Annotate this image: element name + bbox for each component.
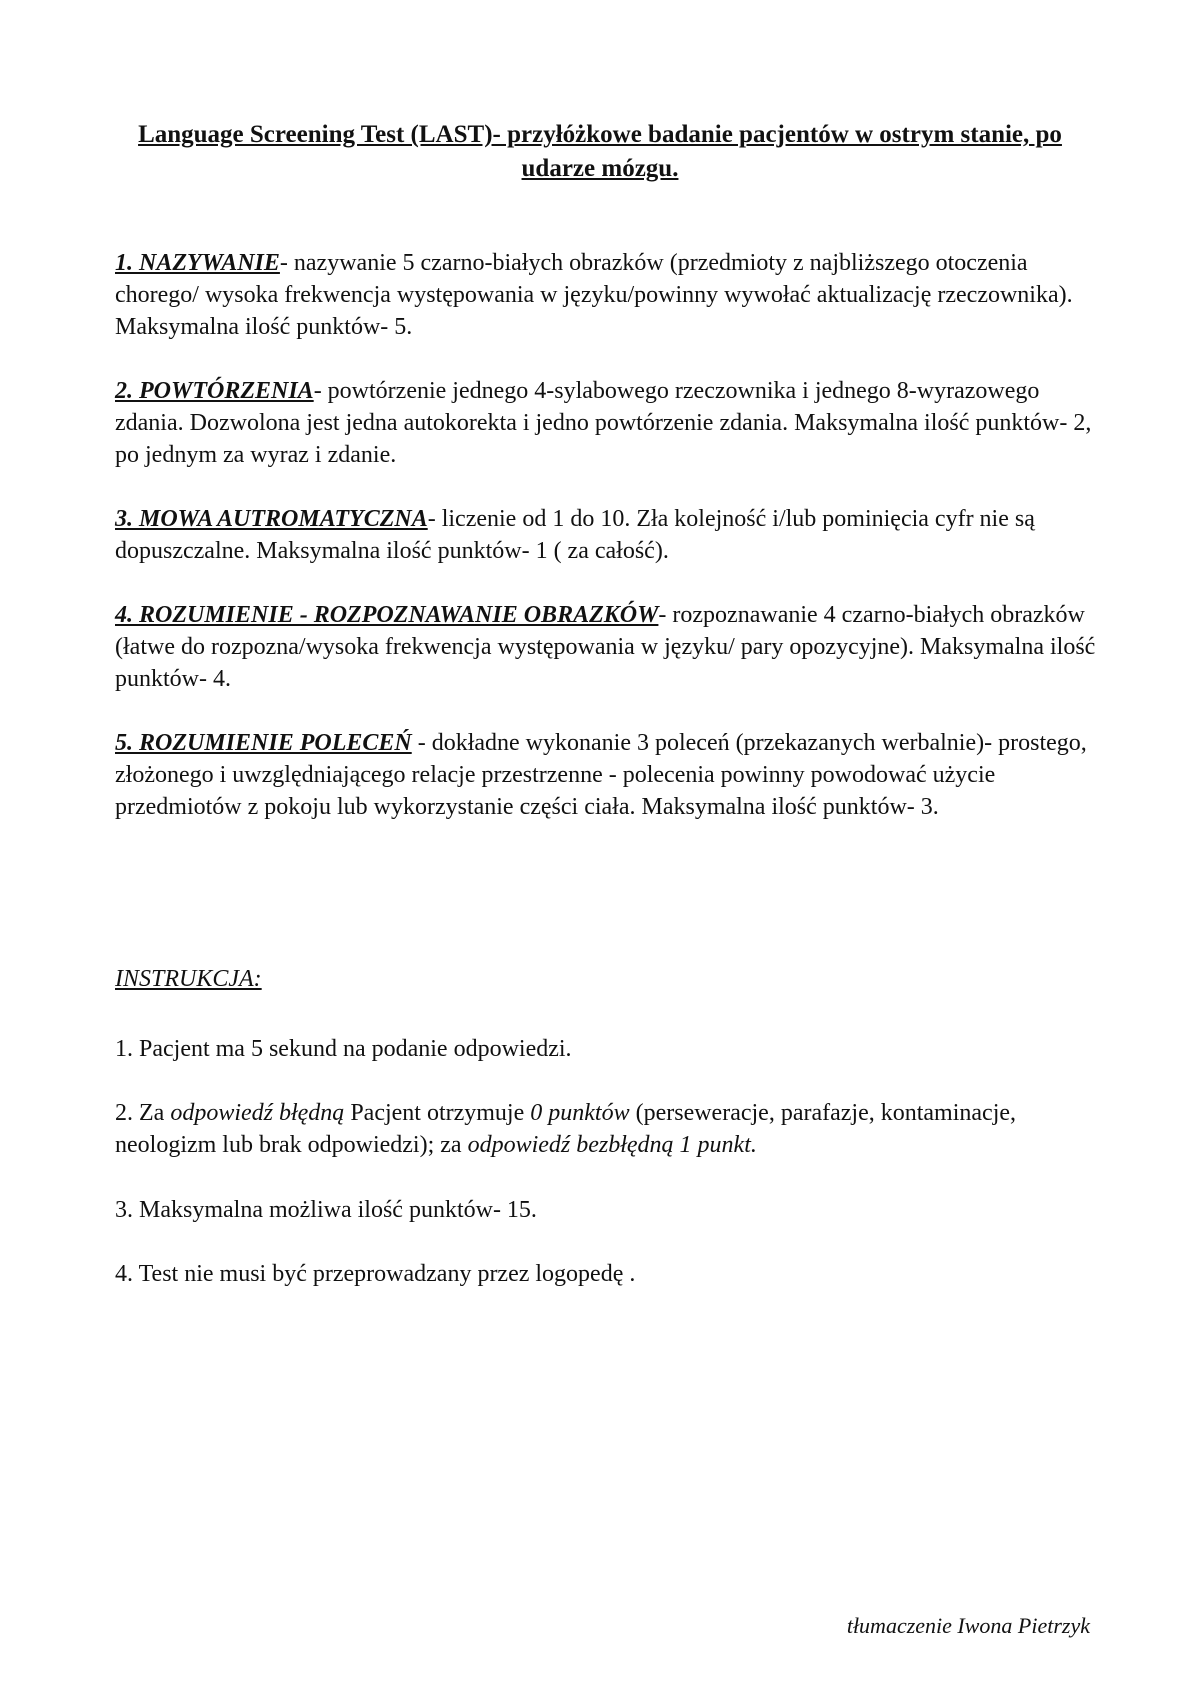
section-text: - powtórzenie jednego 4-sylabowego rzeczownika i jednego 8-wyrazowego zdania. Dozwolona jest jedna autokorekta i jedno powtórzenie zdania. Maksymalna ilość punktów- 2, po jednym za wyraz i zdanie. <box>115 378 1092 468</box>
instruction-item-2 <box>115 1097 1105 1161</box>
instructions-title: INSTRUKCJA: <box>115 966 262 992</box>
instruction-emphasis: 0 punktów <box>530 1100 630 1126</box>
instruction-emphasis: odpowiedź bezbłędną 1 punkt <box>467 1132 751 1158</box>
section-text: - liczenie od 1 do 10. Zła kolejność i/lub pominięcia cyfr nie są dopuszczalne. Maksymalna ilość punktów- 1 ( za całość). <box>115 506 1035 564</box>
section-naming <box>115 247 1105 343</box>
section-header: 3. MOWA AUTROMATYCZNA <box>115 506 428 532</box>
section-picture-recognition <box>115 599 1105 695</box>
document-title: Language Screening Test (LAST)- przyłóżkowe badanie pacjentów w ostrym stanie, po udarze mózgu. <box>138 121 1062 182</box>
instruction-text: Pacjent otrzymuje <box>344 1100 531 1126</box>
section-header: 2. POWTÓRZENIA <box>115 378 314 404</box>
section-text: - rozpoznawanie 4 czarno-białych obrazków (łatwe do rozpozna/wysoka frekwencja występowania w języku/ pary opozycyjne). Maksymalna ilość punktów- 4. <box>115 602 1096 692</box>
instruction-text: . <box>750 1132 757 1158</box>
section-command-comprehension <box>115 727 1105 823</box>
instruction-item-1: 1. Pacjent ma 5 sekund na podanie odpowiedzi. <box>115 1036 572 1062</box>
section-text: - dokładne wykonanie 3 poleceń (przekazanych werbalnie)- prostego, złożonego i uwzględniającego relacje przestrzenne - polecenia powinny powodować użycie przedmiotów z pokoju lub wykorzystanie części ciała. Maksymalna ilość punktów- 3. <box>115 730 1087 820</box>
section-text: - nazywanie 5 czarno-białych obrazków (przedmioty z najbliższego otoczenia chorego/ wysoka frekwencja występowania w języku/powinny wywołać aktualizację rzeczownika). Maksymalna ilość punktów- 5. <box>115 250 1073 340</box>
instruction-item-4: 4. Test nie musi być przeprowadzany przez logopedę . <box>115 1261 636 1287</box>
test-sections <box>115 247 1105 855</box>
section-repetition <box>115 375 1105 471</box>
translator-credit: tłumaczenie Iwona Pietrzyk <box>846 1613 1090 1638</box>
instruction-text: (perseweracje, parafazje, kontaminacje, neologizm lub brak odpowiedzi); za <box>115 1100 1017 1158</box>
section-header: 1. NAZYWANIE <box>115 250 280 276</box>
section-header: 5. ROZUMIENIE POLECEŃ <box>115 730 412 756</box>
section-header: 4. ROZUMIENIE - ROZPOZNAWANIE OBRAZKÓW <box>115 602 659 628</box>
instruction-item-3: 3. Maksymalna możliwa ilość punktów- 15. <box>115 1197 537 1223</box>
instruction-text: 2. Za <box>115 1100 171 1126</box>
section-automatic-speech <box>115 503 1105 567</box>
instruction-emphasis: odpowiedź błędną <box>170 1100 345 1126</box>
